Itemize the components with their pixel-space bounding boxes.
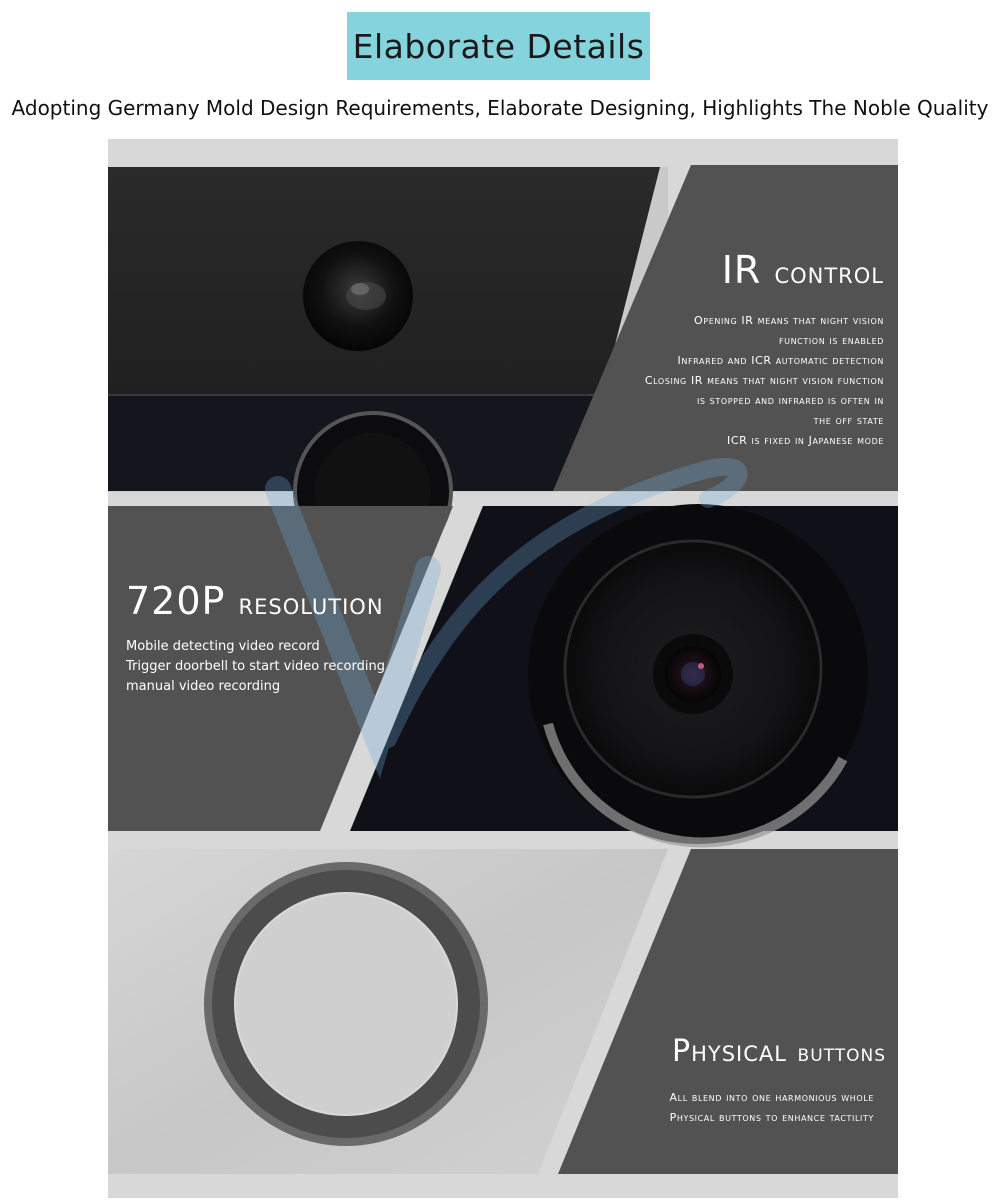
ir-line: Opening IR means that night vision — [694, 314, 884, 327]
ir-line: the off state — [813, 414, 884, 427]
page-title: Elaborate Details — [352, 26, 645, 66]
resolution-line: Trigger doorbell to start video recording — [126, 659, 385, 674]
ir-description — [645, 311, 884, 451]
resolution-heading-rest: resolution — [238, 587, 384, 622]
ring-button-icon — [204, 862, 488, 1146]
buttons-line: All blend into one harmonious whole — [669, 1091, 874, 1104]
camera-lens-icon — [528, 504, 868, 844]
title-banner — [347, 12, 650, 80]
ir-line: Infrared and ICR automatic detection — [677, 354, 884, 367]
ir-heading-main: IR — [721, 248, 762, 292]
buttons-line: Physical buttons to enhance tactility — [669, 1111, 874, 1124]
ir-line: Closing IR means that night vision function — [644, 374, 884, 387]
ir-line: ICR is fixed in Japanese mode — [727, 434, 884, 447]
buttons-heading-rest: buttons — [797, 1039, 886, 1067]
resolution-description — [126, 637, 385, 697]
ir-heading — [721, 248, 884, 292]
resolution-heading-main: 720P — [126, 579, 226, 623]
buttons-heading-main: Physical — [672, 1034, 787, 1069]
page-subtitle: Adopting Germany Mold Design Requirements, Elaborate Designing, Highlights The Noble Quality — [11, 96, 989, 120]
resolution-line: Mobile detecting video record — [126, 639, 320, 654]
ir-heading-rest: control — [774, 256, 884, 291]
ir-line: is stopped and infrared is often in — [696, 394, 884, 407]
ir-line: function is enabled — [778, 334, 884, 347]
resolution-line: manual video recording — [126, 679, 281, 694]
ir-sensor-lens-icon — [303, 241, 413, 351]
resolution-heading — [126, 579, 384, 623]
buttons-heading — [672, 1034, 886, 1069]
buttons-description — [670, 1088, 874, 1128]
feature-panel — [108, 139, 898, 1198]
